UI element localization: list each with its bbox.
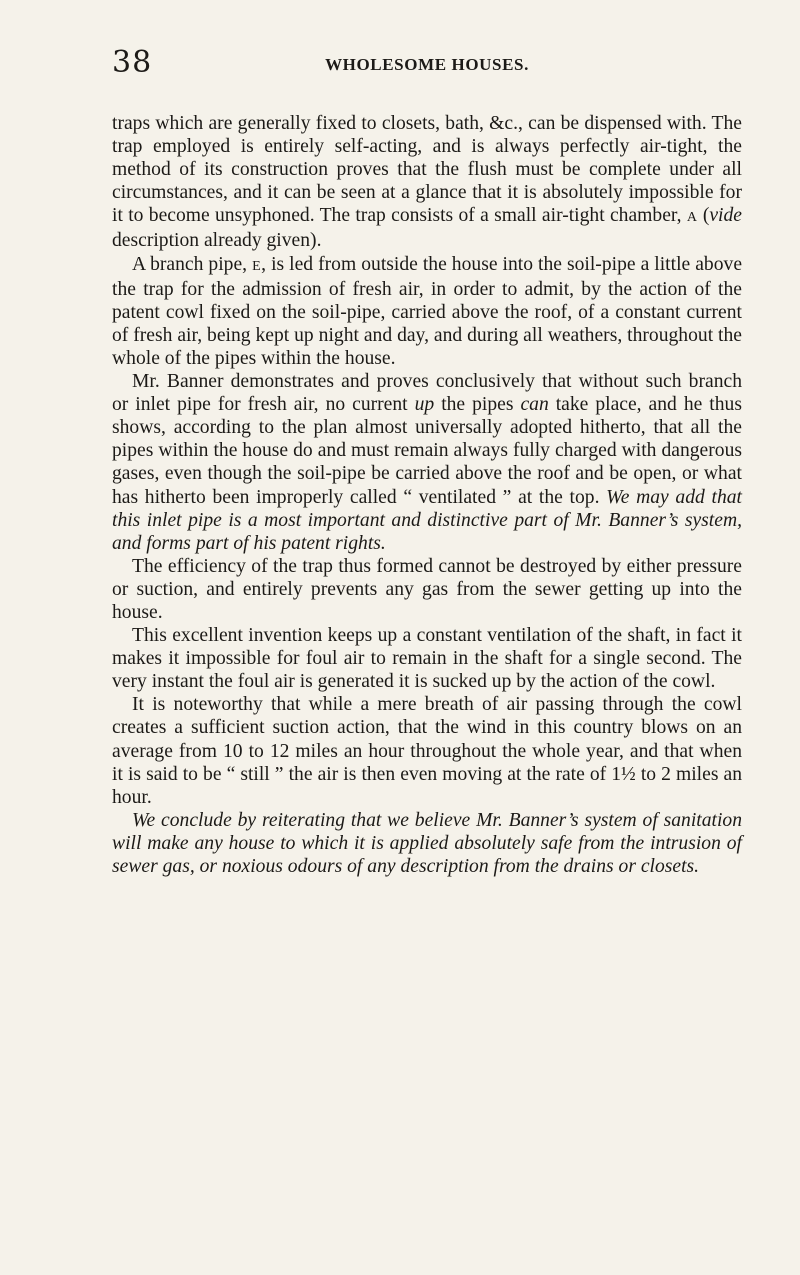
vide-word: vide	[709, 205, 742, 227]
paragraph-trap-description: traps which are generally fixed to closets, bath, &c., can be dispensed with. The trap employed is entirely self-acting, and is always perfectly air-tight, the method of its construction proves that the flush must be complete under all circumstances, and it can be seen at a glance that it is absolutely impossible for it to become unsyphoned. The trap consists of a small air-tight chamber, A (vide description already given).	[112, 113, 742, 252]
paragraph-text: , is led from outside the house into the soil-pipe a little above the trap for the admission of fresh air, in order to admit, by the action of the patent cowl fixed on the soil-pipe, carried above the roof, of a constant current of fresh air, being kept up night and day, and during all weathers, throughout the whole of the pipes within the house.	[112, 253, 743, 369]
paragraph-text: description already given).	[112, 230, 322, 252]
paragraph-text: A branch pipe,	[132, 253, 248, 275]
running-title: WHOLESOME HOUSES.	[325, 55, 529, 74]
body-text	[112, 112, 742, 878]
figure-letter-a: A	[686, 210, 698, 226]
paragraph-ventilation: This excellent invention keeps up a constant ventilation of the shaft, in fact it makes it impossible for foul air to remain in the shaft for a single second. The very instant the foul air is generated it is sucked up by the action of the cowl.	[112, 625, 742, 693]
emphasis-up: up	[414, 394, 435, 416]
emphasis-can: can	[520, 394, 549, 416]
paragraph-text: traps which are generally fixed to closets, bath, &c., can be dispensed with. The trap employed is entirely self-acting, and is always perfectly air-tight, the method of its construction proves that the flush must be complete under all circumstances, and it can be seen at a glance that it is absolutely impossible for it to become unsyphoned. The trap consists of a small air-tight chamber,	[112, 113, 742, 227]
page-number: 38	[112, 45, 153, 80]
paragraph-banner-demonstrates	[112, 370, 742, 555]
paragraph-branch-pipe	[112, 253, 742, 370]
page-header	[112, 46, 742, 80]
figure-letter-e: E	[252, 258, 262, 274]
paragraph-conclusion: We conclude by reiterating that we believe Mr. Banner’s system of sanitation will make any house to which it is applied absolutely safe from the intrusion of sewer gas, or noxious odours of any description from the drains or closets.	[112, 809, 742, 877]
paragraph-efficiency: The efficiency of the trap thus formed cannot be destroyed by either pressure or suction, and entirely prevents any gas from the sewer getting up into the house.	[112, 555, 742, 623]
paragraph-cowl-wind: It is noteworthy that while a mere breath of air passing through the cowl creates a sufficient suction action, that the wind in this country blows on an average from 10 to 12 miles an hour throughout the whole year, and that when it is said to be “ still ” the air is then even moving at the rate of 1½ to 2 miles an hour.	[112, 694, 742, 808]
paragraph-text: take place, and he thus shows, according to the plan almost universally adopted hitherto, that all the pipes within the house do and must remain always fully charged with dangerous gases, even though the soil-pipe be carried above the roof and be open, or what has hitherto been improperly called “ ventilated ” at the top.	[112, 394, 742, 508]
emphasis-patent-note: We may add that this inlet pipe is a most important and distinctive part of Mr. Banner’s system, and forms part of his patent rights.	[112, 486, 742, 554]
paragraph-text: Mr. Banner demonstrates and proves conclusively that without such branch or inlet pipe for fresh air, no current	[112, 371, 742, 416]
paragraph-text: the pipes	[441, 394, 514, 416]
